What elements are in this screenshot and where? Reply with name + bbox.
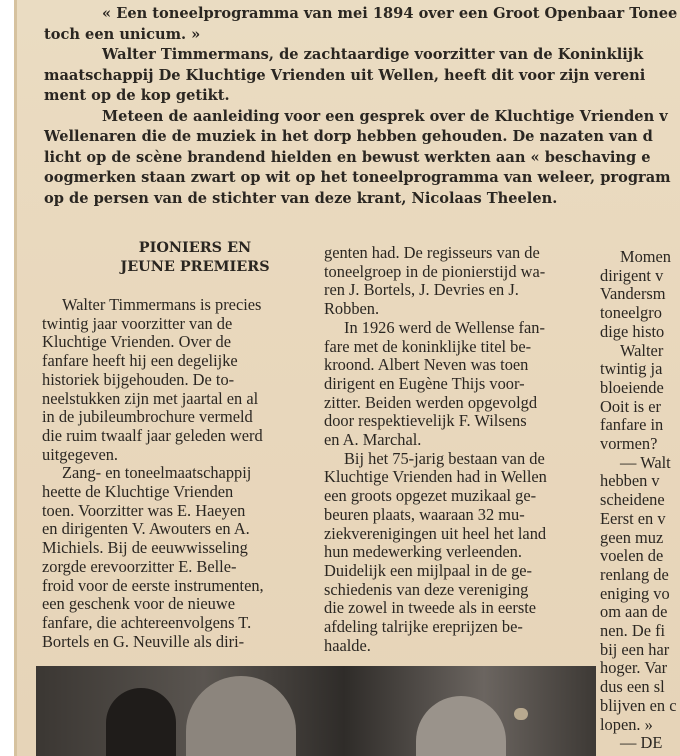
text-line: in de jubileumbrochure vermeld (42, 407, 253, 427)
text-line: — DE (620, 733, 663, 753)
intro-line: op de persen van de stichter van deze krant, Nicolaas Theelen. (44, 189, 558, 207)
text-line: fanfare heeft hij een degelijke (42, 351, 238, 371)
text-line: In 1926 werd de Wellense fan- (344, 317, 545, 337)
text-line: ren J. Bortels, J. Devries en J. (324, 280, 519, 300)
section-heading-line: JEUNE PREMIERS (120, 258, 270, 275)
text-line: Robben. (324, 299, 380, 319)
text-line: eniging vo (600, 583, 670, 603)
photo-figure (416, 696, 506, 756)
text-line: geen muz (600, 527, 664, 547)
text-line: een groots opgezet muzikaal ge- (324, 486, 537, 506)
text-line: Vandersm (600, 284, 666, 304)
text-line: dige histo (600, 321, 665, 341)
text-line: toen. Voorzitter was E. Haeyen (42, 500, 246, 520)
text-line: hun medewerking verleenden. (324, 542, 522, 562)
article-column-1 (42, 238, 318, 651)
text-line: Zang- en toneelmaatschappij (62, 463, 252, 483)
text-line: Bij het 75-jarig bestaan van de (344, 448, 545, 468)
text-line: een geschenk voor de nieuwe (42, 594, 235, 614)
photo-figure (186, 676, 296, 756)
text-line: haalde. (324, 635, 371, 655)
text-line: heette de Kluchtige Vrienden (42, 482, 234, 502)
intro-line: Wellenaren die de muziek in het dorp hebben gehouden. De nazaten van d (44, 128, 653, 145)
text-line: die zowel in tweede als in eerste (324, 598, 537, 618)
clipping-edge (14, 0, 17, 756)
text-line: dus een sl (600, 677, 665, 697)
text-line: Momen (620, 247, 671, 266)
text-line: Walter (620, 340, 664, 360)
text-line: fanfare, die achtereenvolgens T. (42, 612, 252, 632)
newspaper-photo (36, 666, 596, 756)
text-line: Kluchtige Vrienden. Over de (42, 332, 231, 352)
article-column-2 (324, 244, 600, 655)
text-line: — Walt (620, 452, 671, 472)
paper-stain (514, 708, 528, 720)
text-line: die ruim twaalf jaar geleden werd (42, 425, 263, 445)
intro-line: maatschappij De Kluchtige Vrienden uit Wellen, heeft dit voor zijn vereni (44, 66, 646, 84)
intro-line: Walter Timmermans, de zachtaardige voorzitter van de Koninklijk (102, 46, 644, 63)
text-line: nen. De fi (600, 621, 666, 641)
text-line: vormen? (600, 434, 658, 454)
text-line: Eerst en v (600, 508, 666, 528)
text-line: Kluchtige Vrienden had in Wellen (324, 467, 547, 487)
text-line: hoger. Var (600, 658, 668, 678)
text-line: twintig ja (600, 359, 663, 379)
photo-figure (106, 688, 176, 756)
text-line: uitgegeven. (42, 444, 119, 464)
text-line: bij een har (600, 639, 670, 659)
text-line: scheidene (600, 490, 665, 510)
newspaper-clipping (14, 0, 680, 756)
text-line: beuren plaats, waaraan 32 mu- (324, 504, 525, 524)
text-line: Michiels. Bij de eeuwwisseling (42, 538, 248, 558)
intro-line: toch een unicum. » (44, 25, 201, 43)
text-line: blijven en c (600, 695, 677, 715)
text-line: schiedenis van deze vereniging (324, 579, 529, 599)
text-line: twintig jaar voorzitter van de (42, 313, 233, 333)
article-column-3 (600, 248, 680, 753)
text-line: en dirigenten V. Awouters en A. (42, 519, 250, 539)
intro-line: ment op de kop getikt. (44, 87, 230, 104)
text-line: genten had. De regisseurs van de (324, 243, 540, 262)
text-line: fare met de koninklijke titel be- (324, 336, 532, 356)
text-line: dirigent v (600, 265, 664, 285)
text-line: froid voor de eerste instrumenten, (42, 575, 264, 595)
intro-line: « Een toneelprogramma van mei 1894 over een Groot Openbaar Tonee (102, 5, 678, 22)
text-line: Duidelijk een mijlpaal in de ge- (324, 560, 533, 580)
text-line: en A. Marchal. (324, 430, 422, 450)
text-line: door respektievelijk F. Wilsens (324, 411, 527, 431)
text-line: lopen. » (600, 714, 653, 734)
section-heading-line: PIONIERS EN (138, 239, 252, 256)
text-line: ziekverenigingen uit heel het land (324, 523, 547, 543)
text-line: bloeiende (600, 377, 664, 397)
text-line: hebben v (600, 471, 660, 491)
text-line: zitter. Beiden werden opgevolgd (324, 392, 538, 412)
text-line: renlang de (600, 564, 669, 584)
text-line: afdeling talrijke ereprijzen be- (324, 617, 523, 637)
section-heading (42, 238, 318, 276)
intro-paragraphs (44, 4, 680, 209)
text-line: historiek bijgehouden. De to- (42, 369, 235, 389)
text-line: Walter Timmermans is precies (62, 295, 262, 314)
text-line: toneelgro (600, 303, 662, 323)
text-line: om aan de (600, 602, 668, 622)
text-line: zorgde erevoorzitter E. Belle- (42, 556, 237, 576)
intro-line: oogmerken staan zwart op wit op het toneelprogramma van weleer, program (44, 169, 671, 186)
text-line: neelstukken zijn met jaartal en al (42, 388, 259, 408)
intro-line: licht op de scène brandend hielden en bewust werkten aan « beschaving e (44, 148, 651, 166)
text-line: dirigent en Eugène Thijs voor- (324, 373, 525, 393)
text-line: Bortels en G. Neuville als diri- (42, 631, 245, 651)
intro-line: Meteen de aanleiding voor een gesprek over de Kluchtige Vrienden v (102, 107, 668, 125)
text-line: kroond. Albert Neven was toen (324, 355, 529, 375)
text-line: fanfare in (600, 415, 664, 435)
text-line: Ooit is er (600, 396, 662, 416)
text-line: voelen de (600, 546, 664, 566)
text-line: toneelgroep in de pionierstijd wa- (324, 261, 546, 281)
